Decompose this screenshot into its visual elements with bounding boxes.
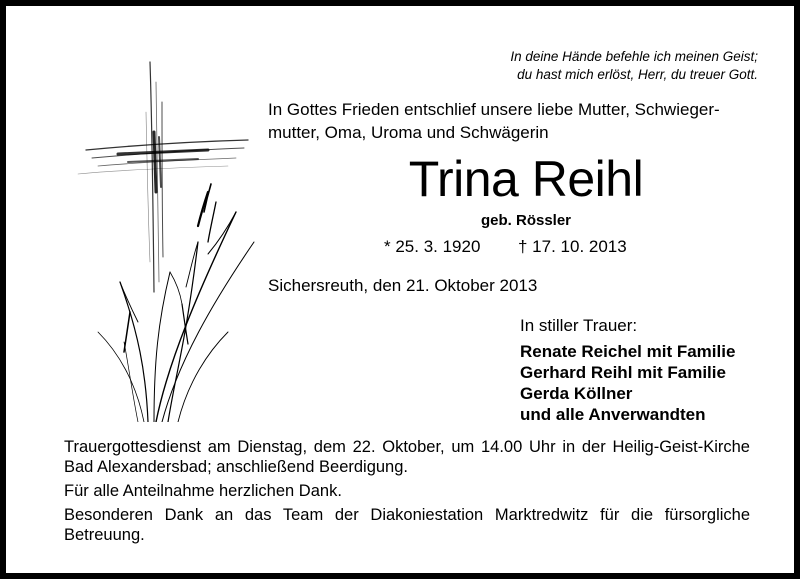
cross-with-grass-icon [58, 42, 268, 422]
death-date: † 17. 10. 2013 [518, 237, 627, 256]
funeral-service-notice: Trauergottesdienst am Dienstag, dem 22. Oktober, um 14.00 Uhr in der Heilig-Geist-Kirche Bad Alexandersbad; anschließend Beerdigung. [64, 438, 750, 476]
mourner-name: Renate Reichel mit Familie [520, 342, 736, 361]
verse-line-2: du hast mich erlöst, Herr, du treuer Gott. [517, 67, 758, 82]
mourner-name: und alle Anverwandten [520, 405, 706, 424]
mourners-block [520, 315, 735, 425]
bible-verse [358, 48, 758, 84]
death-announcement-intro [268, 98, 768, 144]
mourner-name: Gerda Köllner [520, 384, 633, 403]
maiden-name: geb. Rössler [480, 212, 572, 229]
thanks-notice: Für alle Anteilnahme herzlichen Dank. [64, 482, 342, 500]
mourners-heading: In stiller Trauer: [520, 316, 638, 335]
special-thanks-notice: Besonderen Dank an das Team der Diakoniestation Marktredwitz für die fürsorgliche Betreuung. [64, 506, 750, 544]
birth-date: * 25. 3. 1920 [384, 237, 481, 256]
mourner-name: Gerhard Reihl mit Familie [520, 363, 726, 382]
intro-line-1: In Gottes Frieden entschlief unsere liebe Mutter, Schwieger- [268, 100, 720, 119]
funeral-notices [64, 437, 750, 549]
intro-line-2: mutter, Oma, Uroma und Schwägerin [268, 123, 549, 142]
verse-line-1: In deine Hände befehle ich meinen Geist; [510, 49, 758, 64]
deceased-name: Trina Reihl [408, 151, 644, 207]
place-and-date: Sichersreuth, den 21. Oktober 2013 [268, 276, 538, 295]
